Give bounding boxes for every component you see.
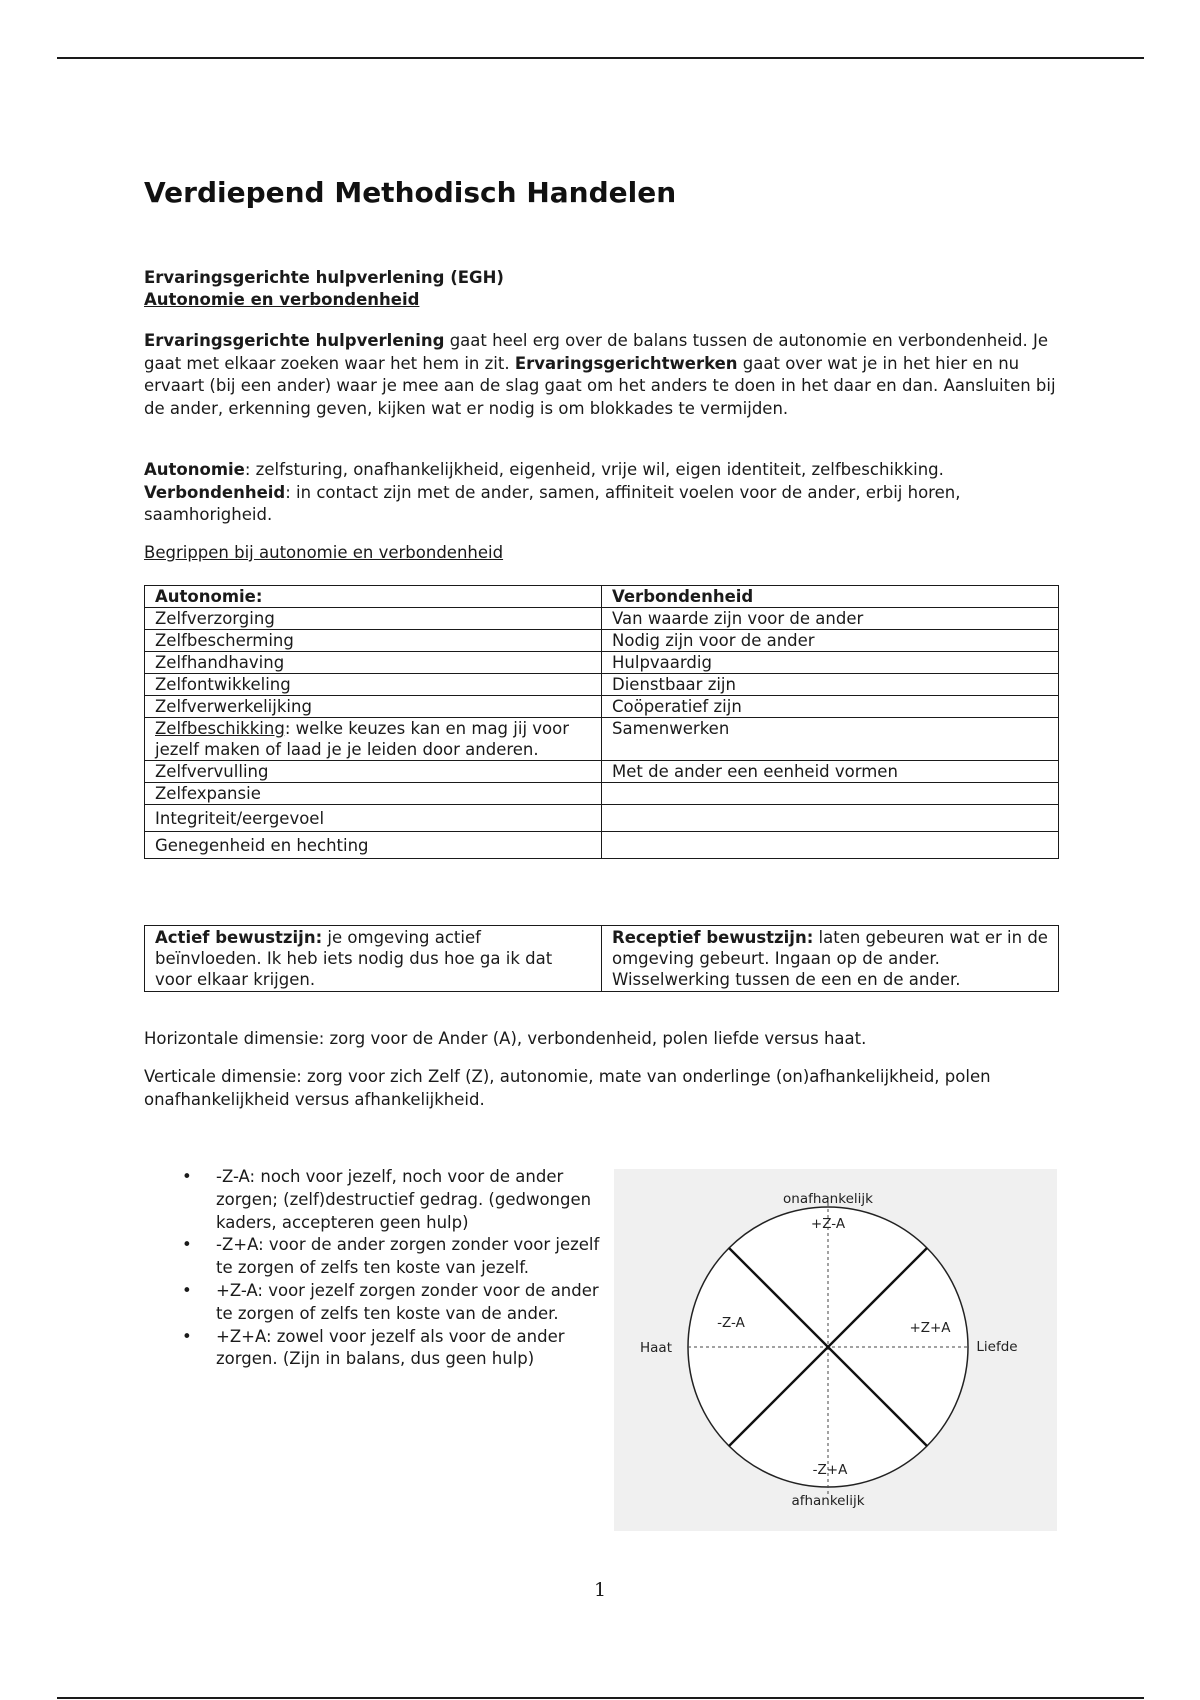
horizontal-dimension-paragraph: Horizontale dimensie: zorg voor de Ander (A), verbondenheid, polen liefde versus haat. [144,1029,867,1048]
table-row: Zelfverwerkelijking Coöperatief zijn [145,696,1059,718]
list-item: • -Z-A: noch voor jezelf, noch voor de ander zorgen; (zelf)destructief gedrag. (gedwongen kaders, accepteren geen hulp) [182,1167,592,1232]
table-row: Zelfbescherming Nodig zijn voor de ander [145,630,1059,652]
list-item: • +Z-A: voor jezelf zorgen zonder voor de ander te zorgen of zelfs ten koste van de ander. [182,1280,599,1323]
quadrant-top-label: +Z-A [810,1216,846,1232]
concepts-table [144,585,1059,859]
page-title: Verdiepend Methodisch Handelen [144,176,677,209]
bottom-rule [57,1697,1144,1699]
awareness-table [144,925,1059,992]
list-item: • +Z+A: zowel voor jezelf als voor de ander zorgen. (Zijn in balans, dus geen hulp) [182,1326,565,1369]
top-rule [57,57,1144,59]
table-row [145,926,1059,992]
term-egh: Ervaringsgerichte hulpverlening [144,331,445,350]
intro-paragraph: Ervaringsgerichte hulpverlening gaat heel erg over de balans tussen de autonomie en verbondenheid. Je gaat met elkaar zoeken waar het hem in zit. Ervaringsgerichtwerken gaat over wat je in het hier en nu ervaart (bij een ander) waar je mee aan de slag gaat om het anders te doen in het daar en dan. Aansluiten bij de ander, erkenning geven, kijken wat er nodig is om blokkades te vermijden. [144,331,1056,418]
pole-afhankelijk: afhankelijk [791,1493,865,1509]
section-heading: Ervaringsgerichte hulpverlening (EGH) [144,268,504,287]
bullet-icon: • [182,1280,192,1300]
table-row: Zelfontwikkeling Dienstbaar zijn [145,674,1059,696]
quadrant-left-label: -Z-A [717,1315,745,1331]
table-row: Zelfhandhaving Hulpvaardig [145,652,1059,674]
table-row: Zelfexpansie [145,783,1059,805]
diagram-svg [614,1169,1057,1531]
quadrant-list [144,1166,604,1371]
term-ervaringsgerichtwerken: Ervaringsgerichtwerken [514,353,738,373]
term-verbondenheid: Verbondenheid [144,482,286,502]
pole-haat: Haat [640,1340,672,1356]
term-autonomie: Autonomie [144,460,245,479]
concepts-heading: Begrippen bij autonomie en verbondenheid [144,543,504,562]
actief-bewustzijn-cell: Actief bewustzijn: je omgeving actief beïnvloeden. Ik heb iets nodig dus hoe ga ik dat voor elkaar krijgen. [145,926,602,992]
quadrant-bottom-label: -Z+A [812,1462,848,1478]
header-autonomie: Autonomie: [145,586,602,608]
definitions-paragraph: Autonomie: zelfsturing, onafhankelijkheid, eigenheid, vrije wil, eigen identiteit, zelfbeschikking. Verbondenheid: in contact zijn met de ander, samen, affiniteit voelen voor de ander, erbij horen, saamhorigheid. [144,460,961,524]
autonomy-connectedness-diagram [614,1169,1057,1531]
table-row: Integriteit/eergevoel [145,805,1059,832]
bullet-icon: • [182,1235,192,1255]
bullet-icon: • [182,1167,192,1186]
pole-liefde: Liefde [976,1339,1018,1355]
bullet-icon: • [182,1326,192,1346]
receptief-bewustzijn-cell: Receptief bewustzijn: laten gebeuren wat er in de omgeving gebeurt. Ingaan op de ander. Wisselwerking tussen de een en de ander. [602,926,1059,992]
table-row: Zelfverzorging Van waarde zijn voor de ander [145,608,1059,630]
table-header-row [145,586,1059,608]
pole-onafhankelijk: onafhankelijk [783,1191,873,1207]
section-subheading: Autonomie en verbondenheid [144,290,420,309]
quadrant-right-label: +Z+A [909,1320,951,1336]
table-row: Zelfbeschikking: welke keuzes kan en mag jij voor jezelf maken of laad je je leiden door anderen. Samenwerken [145,718,1059,761]
page-number: 1 [593,1579,607,1601]
vertical-dimension-paragraph: Verticale dimensie: zorg voor zich Zelf (Z), autonomie, mate van onderlinge (on)afhankelijkheid, polen onafhankelijkheid versus afhankelijkheid. [144,1067,991,1109]
list-item: • -Z+A: voor de ander zorgen zonder voor jezelf te zorgen of zelfs ten koste van jezelf. [182,1235,600,1278]
header-verbondenheid: Verbondenheid [602,586,1059,608]
table-row: Genegenheid en hechting [145,832,1059,859]
table-row: Zelfvervulling Met de ander een eenheid vormen [145,761,1059,783]
